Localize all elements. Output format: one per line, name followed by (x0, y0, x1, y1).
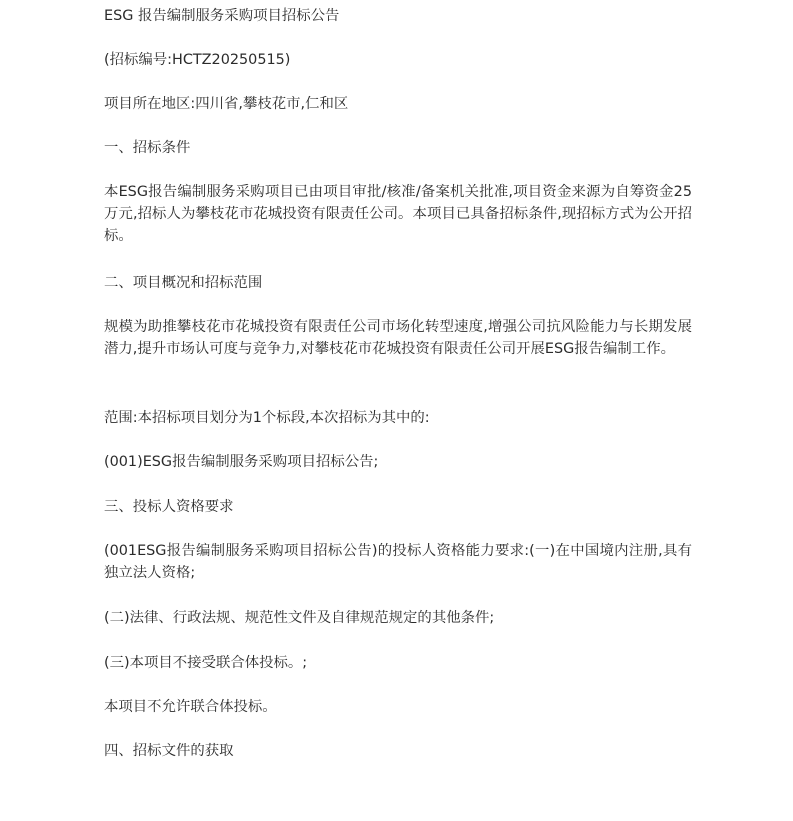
qualification-item-2: (二)法律、行政法规、规范性文件及自律规范规定的其他条件; (104, 610, 495, 626)
section-heading-2: 二、项目概况和招标范围 (104, 275, 263, 291)
section-heading-1: 一、招标条件 (104, 140, 191, 156)
project-location: 项目所在地区:四川省,攀枝花市,仁和区 (104, 96, 349, 112)
tender-conditions-paragraph: 本ESG报告编制服务采购项目已由项目审批/核准/备案机关批准,项目资金来源为自筹资金25万元,招标人为攀枝花市花城投资有限责任公司。本项目已具备招标条件,现招标方式为公开招标。 (104, 184, 692, 244)
consortium-note: 本项目不允许联合体投标。 (104, 699, 277, 715)
document-title: ESG 报告编制服务采购项目招标公告 (104, 8, 340, 24)
tender-number: (招标编号:HCTZ20250515) (104, 52, 291, 68)
project-scale-paragraph: 规模为助推攀枝花市花城投资有限责任公司市场化转型速度,增强公司抗风险能力与长期发展潜力,提升市场认可度与竞争力,对攀枝花市花城投资有限责任公司开展ESG报告编制工作。 (104, 319, 692, 357)
section-heading-4: 四、招标文件的获取 (104, 743, 234, 759)
section-heading-3: 三、投标人资格要求 (104, 499, 234, 515)
qualification-item-3: (三)本项目不接受联合体投标。; (104, 655, 308, 671)
lot-item: (001)ESG报告编制服务采购项目招标公告; (104, 454, 379, 470)
qualification-paragraph: (001ESG报告编制服务采购项目招标公告)的投标人资格能力要求:(一)在中国境内注册,具有独立法人资格; (104, 543, 692, 581)
scope-paragraph: 范围:本招标项目划分为1个标段,本次招标为其中的: (104, 410, 430, 426)
